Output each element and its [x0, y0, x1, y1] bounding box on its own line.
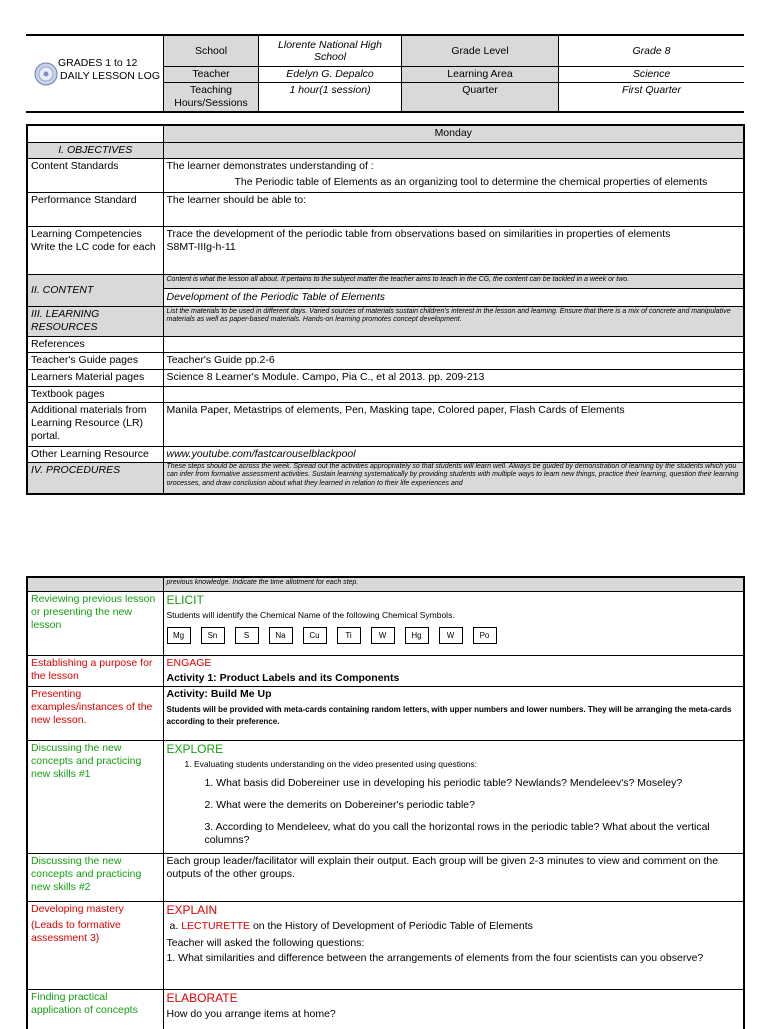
- content-note: Content is what the lesson all about. It pertains to the subject matter the teacher aims to teach in the CG, the content can be tackled in a week or two.: [164, 275, 744, 289]
- explore-heading: EXPLORE: [166, 741, 224, 756]
- explore-question3: 3. According to Mendeleev, what do you call the horizontal rows in the periodic table? What about the vertical columns?: [204, 820, 710, 846]
- resources-note: List the materials to be used in different days. Varied sources of materials sustain children's interest in the lesson and learning. Ensure that there is a mix of concrete and manipulative materials as well as paper-based materials. Hands-on learning promotes concept development.: [163, 306, 744, 336]
- engage-heading: ENGAGE: [166, 656, 212, 669]
- header-table: [163, 36, 744, 111]
- other-label: Other Learning Resource: [27, 446, 163, 462]
- mastery-label: Developing mastery: [31, 902, 124, 915]
- competencies-label: Learning Competencies Write the LC code for each: [27, 226, 163, 274]
- school-label: School: [164, 36, 259, 67]
- elicit-cell: [163, 591, 744, 655]
- mastery-sub: (Leads to formative assessment 3): [31, 918, 121, 944]
- lecturette-label: LECTURETTE: [181, 919, 251, 932]
- objectives-heading: I. OBJECTIVES: [27, 142, 163, 158]
- elaborate-cell: [163, 989, 744, 1029]
- explain-line2: Teacher will asked the following questions:: [166, 936, 365, 949]
- explain-a-rest: on the History of Development of Periodic Table of Elements: [250, 919, 533, 932]
- explain-line3: 1. What similarities and difference between the arrangements of elements from the four scientists can you observe?: [166, 951, 704, 964]
- content-heading: II. CONTENT: [27, 274, 163, 306]
- header-block: [26, 34, 744, 113]
- elicit-text: Students will identify the Chemical Name of the following Chemical Symbols.: [166, 609, 455, 620]
- references-cell: [163, 336, 744, 352]
- lm-label: Learners Material pages: [27, 369, 163, 386]
- examples-label: Presenting examples/instances of the new lesson.: [27, 686, 163, 740]
- performance-value: The learner should be able to:: [163, 192, 744, 226]
- quarter-label: Quarter: [402, 82, 559, 111]
- procedures-heading: IV. PROCEDURES: [27, 462, 163, 494]
- activity2-title: Activity: Build Me Up: [166, 687, 272, 700]
- symbol-box: S: [235, 627, 259, 644]
- activity1-title: Activity 1: Product Labels and its Components: [166, 671, 400, 684]
- teacher-value: Edelyn G. Depalco: [259, 67, 402, 83]
- discuss1-label: Discussing the new concepts and practicing new skills #1: [27, 740, 163, 853]
- competencies-line1: Trace the development of the periodic table from observations based on similarities in properties of elements: [166, 227, 671, 240]
- corner-cell: [27, 125, 163, 142]
- textbook-cell: [163, 386, 744, 402]
- symbol-box: Hg: [405, 627, 429, 644]
- references-label: References: [27, 336, 163, 352]
- mastery-cell: [27, 901, 163, 989]
- additional-value: Manila Paper, Metastrips of elements, Pen, Masking tape, Colored paper, Flash Cards of Elements: [163, 402, 744, 446]
- lesson-table: [26, 124, 745, 495]
- symbol-boxes: [167, 627, 741, 644]
- practical-label: Finding practical application of concepts: [27, 989, 163, 1029]
- elaborate-heading: ELABORATE: [166, 990, 238, 1005]
- content-standards-cell: [163, 158, 744, 192]
- symbol-box: W: [439, 627, 463, 644]
- content-value: Development of the Periodic Table of Elements: [166, 290, 385, 303]
- teacher-label: Teacher: [164, 67, 259, 83]
- content-standards-label: Content Standards: [27, 158, 163, 192]
- school-value: Llorente National High School: [259, 36, 402, 67]
- content-cell: [163, 274, 744, 306]
- competencies-cell: [163, 226, 744, 274]
- competencies-code: S8MT-IIIg-h-11: [166, 240, 236, 253]
- top-corner-cell: [27, 577, 163, 591]
- hours-label: Teaching Hours/Sessions: [164, 82, 259, 111]
- procedures-cell: [163, 462, 744, 494]
- tg-value: Teacher's Guide pp.2-6: [163, 352, 744, 369]
- discuss2-text: Each group leader/facilitator will explain their output. Each group will be given 2-3 minutes to view and comment on the outputs of the other groups.: [163, 853, 744, 901]
- hours-value: 1 hour(1 session): [259, 82, 402, 111]
- discuss2-label: Discussing the new concepts and practicing new skills #2: [27, 853, 163, 901]
- top-note: previous knowledge. Indicate the time allotment for each step.: [163, 577, 744, 591]
- quarter-value: First Quarter: [559, 82, 745, 111]
- review-label: Reviewing previous lesson or presenting the new lesson: [27, 591, 163, 655]
- engage-cell: [163, 655, 744, 686]
- symbol-box: Po: [473, 627, 497, 644]
- symbol-box: W: [371, 627, 395, 644]
- textbook-label: Textbook pages: [27, 386, 163, 402]
- explain-heading: EXPLAIN: [166, 902, 218, 917]
- explain-cell: [163, 901, 744, 989]
- symbol-box: Sn: [201, 627, 225, 644]
- additional-label: Additional materials from Learning Resource (LR) portal.: [27, 402, 163, 446]
- symbol-box: Ti: [337, 627, 361, 644]
- symbol-box: Cu: [303, 627, 327, 644]
- explain-line-a: [167, 920, 741, 933]
- area-value: Science: [559, 67, 745, 83]
- procedures-table: [26, 576, 745, 1029]
- logo-text: [58, 57, 160, 83]
- lm-value: Science 8 Learner's Module. Campo, Pia C., et al 2013. pp. 209-213: [163, 369, 744, 386]
- elaborate-text: How do you arrange items at home?: [166, 1007, 336, 1020]
- content-standards-line1: The learner demonstrates understanding of :: [166, 159, 374, 172]
- content-standards-line2: The Periodic table of Elements as an organizing tool to determine the chemical properties of elements: [234, 175, 708, 188]
- elicit-heading: ELICIT: [166, 592, 204, 607]
- procedures-note: These steps should be across the week. Spread out the activities appropriately so that students will learn well. Always be guided by demonstration of learning by the students which you can infer from formative assessment activities. Sustain learning systematically by providing students with multiple ways to learn new things, practice their learning, question their learning processes, and draw conclusion about what they learned in relation to their life experiences and: [166, 462, 739, 487]
- objectives-cell: [163, 142, 744, 158]
- performance-label: Performance Standard: [27, 192, 163, 226]
- explore-cell: [163, 740, 744, 853]
- deped-seal-icon: [34, 62, 58, 86]
- explain-a-prefix: a.: [169, 919, 182, 932]
- other-value: www.youtube.com/fastcarouselblackpool: [163, 446, 744, 462]
- activity2-text: Students will be provided with meta-cards containing random letters, with upper numbers and lower numbers. They will be arranging the meta-cards according to their preference.: [166, 704, 732, 726]
- area-label: Learning Area: [402, 67, 559, 83]
- logo-text-2: DAILY LESSON LOG: [60, 70, 160, 82]
- activity2-cell: [163, 686, 744, 740]
- explore-item1: 1. Evaluating students understanding on the video presented using questions:: [184, 758, 478, 769]
- explore-question2: 2. What were the demerits on Dobereiner's periodic table?: [204, 798, 475, 811]
- day-header: Monday: [163, 125, 744, 142]
- tg-label: Teacher's Guide pages: [27, 352, 163, 369]
- grade-label: Grade Level: [402, 36, 559, 67]
- purpose-label: Establishing a purpose for the lesson: [27, 655, 163, 686]
- symbol-box: Na: [269, 627, 293, 644]
- resources-heading: III. LEARNING RESOURCES: [27, 306, 163, 336]
- explore-question1: 1. What basis did Dobereiner use in developing his periodic table? Newlands? Mendeleev's? Moseley?: [204, 776, 683, 789]
- grade-value: Grade 8: [559, 36, 745, 67]
- logo-text-1: GRADES 1 to 12: [58, 57, 138, 69]
- symbol-box: Mg: [167, 627, 191, 644]
